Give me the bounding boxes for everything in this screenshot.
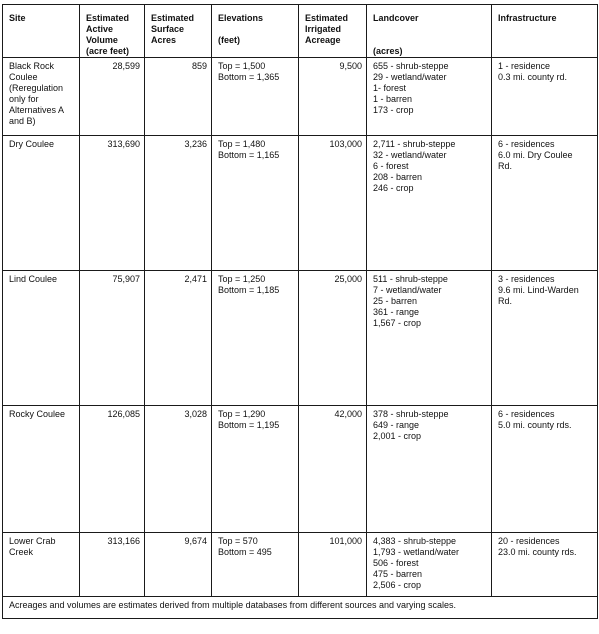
surface-cell: 859 — [145, 58, 212, 136]
irrigated-cell: 42,000 — [299, 406, 367, 533]
landcover-cell: 4,383 - shrub-steppe 1,793 - wetland/water 506 - forest 475 - barren 2,506 - crop — [367, 533, 492, 597]
surface-cell: 3,028 — [145, 406, 212, 533]
infrastructure-cell: 6 - residences 5.0 mi. county rds. — [492, 406, 598, 533]
landcover-cell: 655 - shrub-steppe 29 - wetland/water 1- forest 1 - barren 173 - crop — [367, 58, 492, 136]
volume-cell: 75,907 — [80, 271, 145, 406]
table-row — [3, 58, 598, 136]
landcover-cell: 511 - shrub-steppe 7 - wetland/water 25 - barren 361 - range 1,567 - crop — [367, 271, 492, 406]
table-footnote: Acreages and volumes are estimates derived from multiple databases from different sources and varying scales. — [3, 597, 598, 619]
irrigated-cell: 9,500 — [299, 58, 367, 136]
irrigated-cell: 101,000 — [299, 533, 367, 597]
table-row — [3, 271, 598, 406]
infrastructure-cell: 20 - residences 23.0 mi. county rds. — [492, 533, 598, 597]
header-row — [3, 5, 598, 58]
surface-cell: 3,236 — [145, 136, 212, 271]
volume-cell: 313,690 — [80, 136, 145, 271]
volume-cell: 126,085 — [80, 406, 145, 533]
elevations-cell: Top = 1,290 Bottom = 1,195 — [212, 406, 299, 533]
surface-cell: 9,674 — [145, 533, 212, 597]
site-cell: Lind Coulee — [3, 271, 80, 406]
site-cell: Rocky Coulee — [3, 406, 80, 533]
surface-cell: 2,471 — [145, 271, 212, 406]
site-cell: Dry Coulee — [3, 136, 80, 271]
footer-row — [3, 597, 598, 619]
landcover-cell: 2,711 - shrub-steppe 32 - wetland/water 6 - forest 208 - barren 246 - crop — [367, 136, 492, 271]
reservoir-sites-table — [2, 4, 598, 619]
elevations-cell: Top = 1,250 Bottom = 1,185 — [212, 271, 299, 406]
infrastructure-cell: 3 - residences 9.6 mi. Lind-Warden Rd. — [492, 271, 598, 406]
header-irrigated: Estimated Irrigated Acreage — [299, 5, 367, 58]
volume-cell: 313,166 — [80, 533, 145, 597]
irrigated-cell: 103,000 — [299, 136, 367, 271]
site-cell: Lower Crab Creek — [3, 533, 80, 597]
elevations-cell: Top = 1,480 Bottom = 1,165 — [212, 136, 299, 271]
header-surface: Estimated Surface Acres — [145, 5, 212, 58]
volume-cell: 28,599 — [80, 58, 145, 136]
table-row — [3, 533, 598, 597]
irrigated-cell: 25,000 — [299, 271, 367, 406]
infrastructure-cell: 1 - residence 0.3 mi. county rd. — [492, 58, 598, 136]
landcover-cell: 378 - shrub-steppe 649 - range 2,001 - crop — [367, 406, 492, 533]
header-volume: Estimated Active Volume (acre feet) — [80, 5, 145, 58]
elevations-cell: Top = 1,500 Bottom = 1,365 — [212, 58, 299, 136]
table-row — [3, 136, 598, 271]
elevations-cell: Top = 570 Bottom = 495 — [212, 533, 299, 597]
header-landcover: Landcover (acres) — [367, 5, 492, 58]
infrastructure-cell: 6 - residences 6.0 mi. Dry Coulee Rd. — [492, 136, 598, 271]
site-cell: Black Rock Coulee (Reregulation only for Alternatives A and B) — [3, 58, 80, 136]
header-elevations: Elevations (feet) — [212, 5, 299, 58]
table-row — [3, 406, 598, 533]
header-site: Site — [3, 5, 80, 58]
header-infrastructure: Infrastructure — [492, 5, 598, 58]
